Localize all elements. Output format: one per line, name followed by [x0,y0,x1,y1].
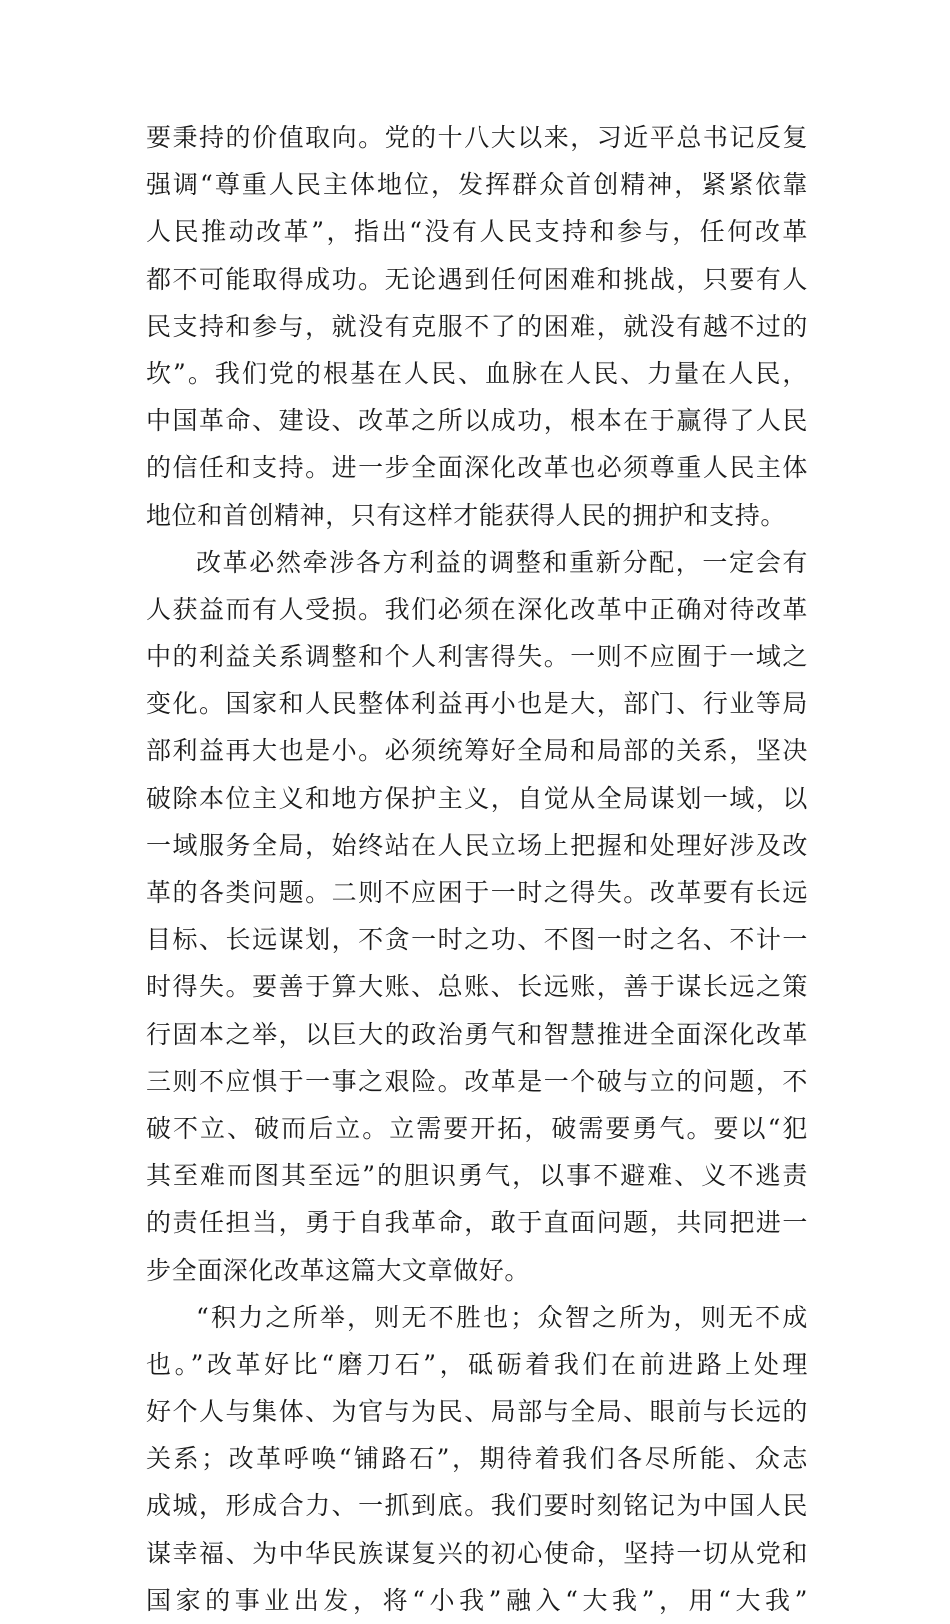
text-line: 好个人与集体、为官与为民、局部与全局、眼前与长远的 [146,1397,808,1427]
text-line: 坎”。我们党的根基在人民、血脉在人民、力量在人民， [146,358,808,388]
paragraph-first-line: 改革必然牵涉各方利益的调整和重新分配，一定会有 [196,547,808,577]
text-line: 革的各类问题。二则不应困于一时之得失。改革要有长远 [146,878,808,907]
body-text [146,114,808,1624]
text-line: 强调“尊重人民主体地位，发挥群众首创精神，紧紧依靠 [146,170,808,200]
text-line: 目标、长远谋划，不贪一时之功、不图一时之名、不计一 [146,925,808,955]
paragraph-first-line: “积力之所举，则无不胜也；众智之所为，则无不成 [196,1302,808,1332]
text-line: 的责任担当，勇于自我革命，敢于直面问题，共同把进一 [146,1208,808,1238]
text-line: 破不立、破而后立。立需要开拓，破需要勇气。要以“犯 [146,1113,808,1143]
text-line: 中的利益关系调整和个人利害得失。一则不应囿于一域之 [146,642,808,672]
text-line: 地位和首创精神，只有这样才能获得人民的拥护和支持。 [146,500,787,530]
text-line: 其至难而图其至远”的胆识勇气，以事不避难、义不逃责 [146,1161,808,1191]
text-line: 一域服务全局，始终站在人民立场上把握和处理好涉及改 [146,830,808,860]
text-line: 行固本之举，以巨大的政治勇气和智慧推进全面深化改革 [146,1019,808,1049]
text-line: 步全面深化改革这篇大文章做好。 [146,1255,531,1285]
text-line: 的信任和支持。进一步全面深化改革也必须尊重人民主体 [146,453,808,483]
text-line: 都不可能取得成功。无论遇到任何困难和挑战，只要有人 [146,264,808,294]
text-line: 谋幸福、为中华民族谋复兴的初心使命，坚持一切从党和 [146,1538,808,1568]
text-line: 破除本位主义和地方保护主义，自觉从全局谋划一域，以 [146,783,808,813]
text-line: 民支持和参与，就没有克服不了的困难，就没有越不过的 [146,311,808,341]
text-line: 中国革命、建设、改革之所以成功，根本在于赢得了人民 [146,406,808,436]
text-line: 时得失。要善于算大账、总账、长远账，善于谋长远之策 [146,972,808,1002]
text-line: 关系；改革呼唤“铺路石”，期待着我们各尽所能、众志 [146,1444,808,1474]
text-line: 要秉持的价值取向。党的十八大以来，习近平总书记反复 [146,123,808,152]
text-line: 国家的事业出发，将“小我”融入“大我”，用“大我” [146,1585,808,1615]
text-line: 成城，形成合力、一抓到底。我们要时刻铭记为中国人民 [146,1491,808,1521]
text-line: 变化。国家和人民整体利益再小也是大，部门、行业等局 [146,689,808,719]
text-line: 也。”改革好比“磨刀石”，砥砺着我们在前进路上处理 [146,1349,808,1379]
text-line: 部利益再大也是小。必须统筹好全局和局部的关系，坚决 [146,736,808,766]
text-line: 人获益而有人受损。我们必须在深化改革中正确对待改革 [146,594,808,624]
text-line: 人民推动改革”，指出“没有人民支持和参与，任何改革 [146,217,808,247]
text-line: 三则不应惧于一事之艰险。改革是一个破与立的问题，不 [146,1066,808,1096]
